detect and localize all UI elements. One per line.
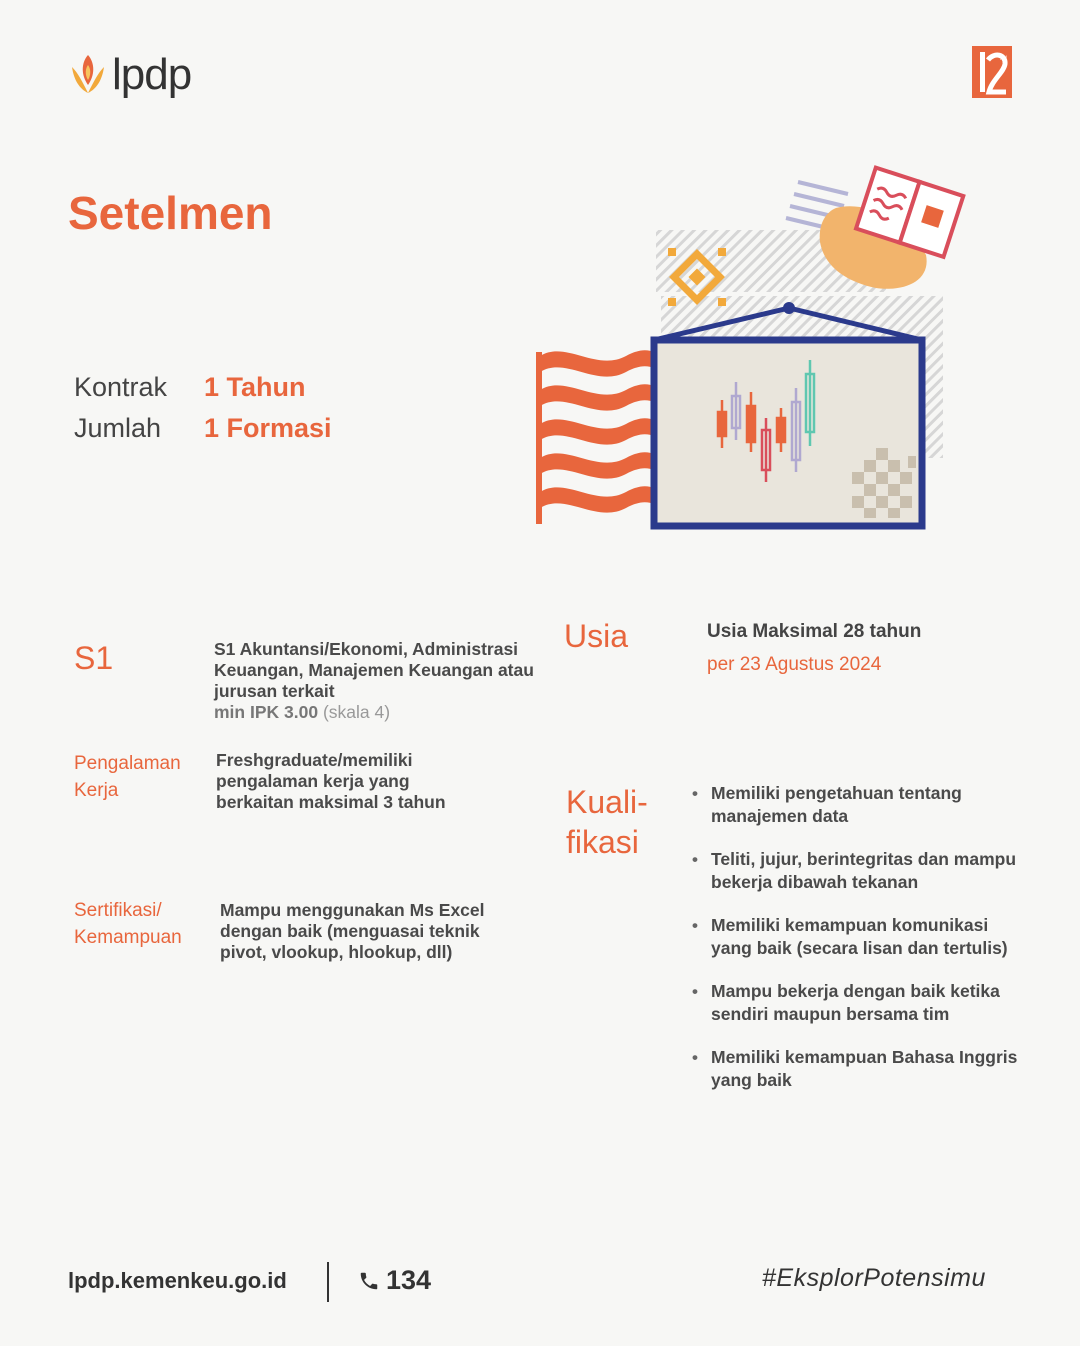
experience-label-line1: Pengalaman [74,753,181,774]
list-item: • Mampu bekerja dengan baik ketika sendiri maupun bersama tim [692,980,1032,1026]
phone-number-text: 134 [386,1265,432,1295]
age-max: Usia Maksimal 28 tahun [707,621,922,642]
footer-divider [327,1262,329,1302]
svg-text:TH: TH [999,56,1007,62]
experience-label [74,750,181,804]
age-label: Usia [564,618,629,654]
lpdp-flame-icon [68,51,108,99]
qualifications-list [692,782,1032,1112]
contract-row [74,372,306,403]
experience-label-line2: Kerja [74,780,119,801]
education-detail [214,639,534,723]
certification-label-line1: Sertifikasi/ [74,900,162,921]
certification-text: Mampu menggunakan Ms Excel dengan baik (menguasai teknik pivot, vlookup, hlookup, dll) [220,900,485,962]
hashtag: #EksplorPotensimu [762,1264,986,1292]
page-title: Setelmen [68,187,273,239]
phone-icon [358,1270,380,1292]
website-link[interactable]: lpdp.kemenkeu.go.id [68,1268,287,1293]
education-text: S1 Akuntansi/Ekonomi, Administrasi Keuangan, Manajemen Keuangan atau jurusan terkait [214,639,534,701]
list-item: • Memiliki pengetahuan tentang manajemen data [692,782,1032,828]
phone-number[interactable] [358,1265,431,1296]
12th-anniversary-icon [972,46,1012,98]
experience-text: Freshgraduate/memiliki pengalaman kerja yang berkaitan maksimal 3 tahun [216,750,446,812]
certification-label [74,897,182,951]
logo-text: lpdp [112,50,192,99]
gpa-value: min IPK 3.00 [214,702,319,722]
education-label: S1 [74,640,114,676]
lpdp-logo [68,50,191,100]
age-date: per 23 Agustus 2024 [707,654,882,675]
gpa-scale: (skala 4) [322,702,391,722]
qualifications-label [566,782,648,862]
list-item: • Memiliki kemampuan komunikasi yang baik (secara lisan dan tertulis) [692,914,1032,960]
contract-value: 1 Tahun [204,372,306,402]
count-label: Jumlah [74,413,162,443]
list-item: • Teliti, jujur, berintegritas dan mampu bekerja dibawah tekanan [692,848,1032,894]
qualifications-label-line2: fikasi [566,824,639,860]
certification-label-line2: Kemampuan [74,927,182,948]
qualifications-label-line1: Kuali- [566,784,648,820]
gpa-requirement [214,702,534,723]
count-row [74,413,332,444]
candlestick-chart-board-illustration [536,160,966,540]
contract-label: Kontrak [74,372,168,402]
count-value: 1 Formasi [204,413,332,443]
list-item: • Memiliki kemampuan Bahasa Inggris yang baik [692,1046,1032,1092]
